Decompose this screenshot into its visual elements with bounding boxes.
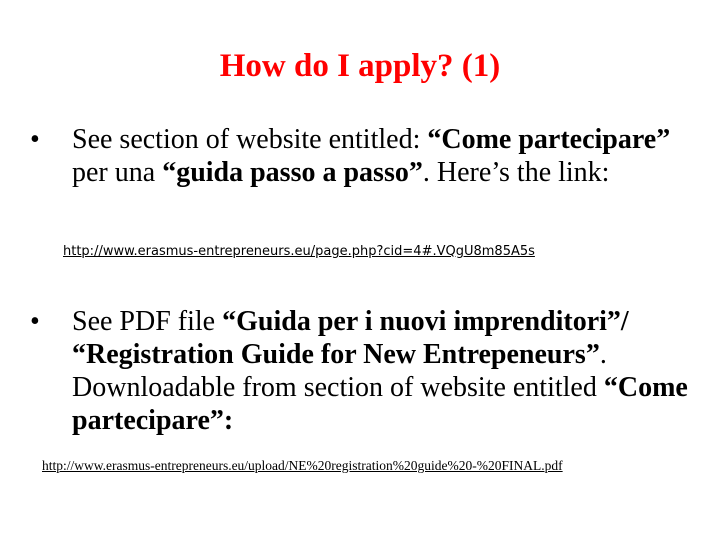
pdf-guide-link[interactable]: http://www.erasmus-entrepreneurs.eu/upload/NE%20registration%20guide%20-%20FINAL.pdf — [42, 458, 563, 473]
bullet-text: See section of website entitled: — [72, 124, 428, 155]
bullet-bold-text: “Come partecipare” — [427, 124, 671, 155]
bullet-bold-text: “Guida per i nuovi imprenditori”/ “Registration Guide for New Entrepeneurs” — [72, 306, 629, 370]
website-section-link[interactable]: http://www.erasmus-entrepreneurs.eu/page.php?cid=4#.VQgU8m85A5s — [63, 244, 535, 259]
bullet-text: See PDF file — [72, 306, 223, 337]
bullet-bold-text: “guida passo a passo” — [162, 157, 423, 188]
bullet-text: . Here’s the link: — [422, 157, 610, 188]
bullet-bold-text: “Come partecipare”: — [72, 372, 688, 436]
bullet-marker: • — [30, 124, 40, 155]
slide-title: How do I apply? (1) — [219, 48, 501, 84]
bullet-text: . Downloadable from section of website entitled — [72, 339, 607, 403]
bullet-text: per una — [72, 157, 163, 188]
bullet-point-website-section — [30, 123, 692, 189]
bullet-point-pdf-guide — [30, 305, 700, 437]
bullet-marker: • — [30, 306, 40, 337]
